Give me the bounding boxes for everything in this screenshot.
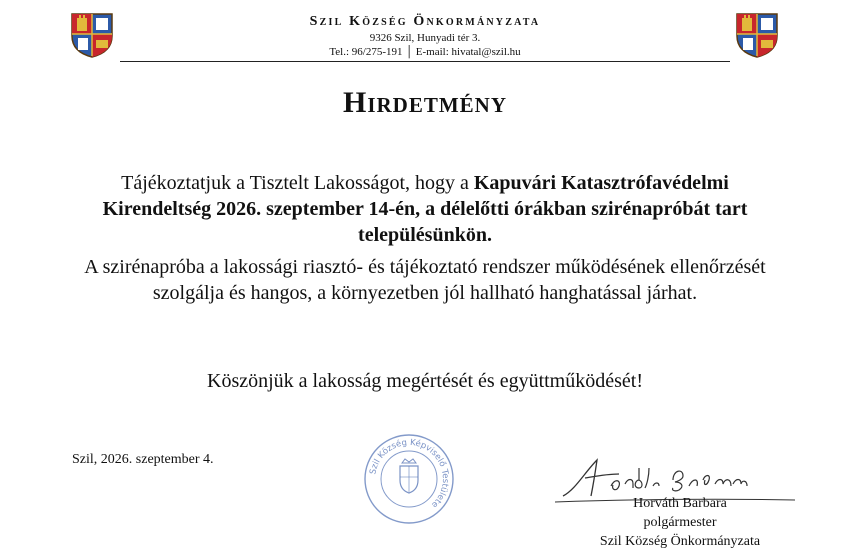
letterhead-contact: Tel.: 96/275-191 │ E-mail: hivatal@szil.hu bbox=[329, 46, 521, 58]
thanks-line: Köszönjük a lakosság megértését és együttműködését! bbox=[207, 370, 643, 392]
signer-organization: Szil Község Önkormányzata bbox=[599, 534, 761, 549]
place-and-date: Szil, 2026. szeptember 4. bbox=[72, 452, 214, 467]
document-title: Hirdetmény bbox=[342, 86, 507, 119]
announcement-intro-text: Tájékoztatjuk a Tisztelt Lakosságot, hogy a bbox=[121, 172, 474, 194]
letterhead-org-name: Szil Község Önkormányzata bbox=[309, 14, 541, 29]
signer-role: polgármester bbox=[643, 515, 717, 530]
letterhead-address: 9326 Szil, Hunyadi tér 3. bbox=[369, 32, 481, 44]
explanation-paragraph: A szirénapróba a lakossági riasztó- és tájékoztató rendszer működésének ellenőrzését szolgálja és hangos, a környezetben jól hallható hanghatással járhat. bbox=[84, 256, 766, 304]
announcement-paragraph bbox=[80, 170, 770, 248]
official-stamp bbox=[362, 432, 456, 526]
letterhead-divider bbox=[120, 61, 730, 62]
signer-name: Horváth Barbara bbox=[633, 496, 727, 511]
stamp-text: Szil Község Képviselő Testülete bbox=[368, 437, 451, 510]
signer-block bbox=[575, 494, 785, 551]
announcement-highlight-text: Kapuvári Katasztrófavédelmi Kirendeltség 2026. szeptember 14-én, a délelőtti órákban szirénapróbát tart településünkön. bbox=[102, 172, 748, 246]
